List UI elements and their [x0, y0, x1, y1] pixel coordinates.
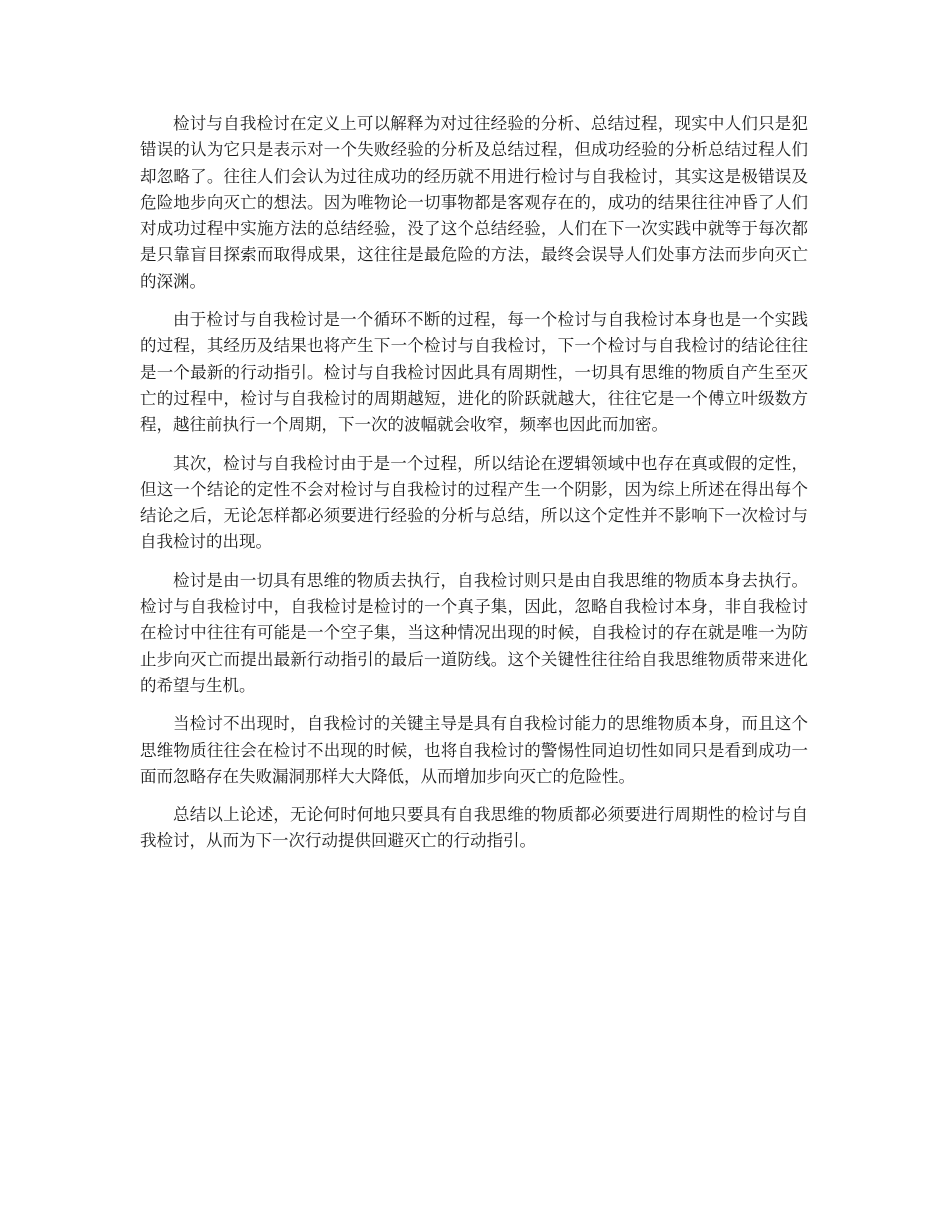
paragraph-4: 检讨是由一切具有思维的物质去执行，自我检讨则只是由自我思维的物质本身去执行。检讨与自我检讨中，自我检讨是检讨的一个真子集，因此，忽略自我检讨本身，非自我检讨在检讨中往往有可能是一个空子集，当这种情况出现的时候，自我检讨的存在就是唯一为防止步向灭亡而提出最新行动指引的最后一道防线。这个关键性往往给自我思维物质带来进化的希望与生机。 — [140, 570, 808, 695]
paragraph-6: 总结以上论述，无论何时何地只要具有自我思维的物质都必须要进行周期性的检讨与自我检讨，从而为下一次行动提供回避灭亡的行动指引。 — [140, 805, 808, 851]
paragraph-1: 检讨与自我检讨在定义上可以解释为对过往经验的分析、总结过程，现实中人们只是犯错误的认为它只是表示对一个失败经验的分析及总结过程，但成功经验的分析总结过程人们却忽略了。往往人们会认为过往成功的经历就不用进行检讨与自我检讨，其实这是极错误及危险地步向灭亡的想法。因为唯物论一切事物都是客观存在的，成功的结果往往冲昏了人们对成功过程中实施方法的总结经验，没了这个总结经验，人们在下一次实践中就等于每次都是只靠盲目探索而取得成果，这往往是最危险的方法，最终会误导人们处事方法而步向灭亡的深渊。 — [140, 114, 808, 291]
paragraph-3: 其次，检讨与自我检讨由于是一个过程，所以结论在逻辑领域中也存在真或假的定性，但这一个结论的定性不会对检讨与自我检讨的过程产生一个阴影，因为综上所述在得出每个结论之后，无论怎样都必须要进行经验的分析与总结，所以这个定性并不影响下一次检讨与自我检讨的出现。 — [140, 453, 808, 552]
paragraph-5: 当检讨不出现时，自我检讨的关键主导是具有自我检讨能力的思维物质本身，而且这个思维物质往往会在检讨不出现的时候，也将自我检讨的警惕性同迫切性如同只是看到成功一面而忽略存在失败漏洞那样大大降低，从而增加步向灭亡的危险性。 — [140, 714, 808, 786]
document-body — [140, 111, 808, 867]
paragraph-2: 由于检讨与自我检讨是一个循环不断的过程，每一个检讨与自我检讨本身也是一个实践的过程，其经历及结果也将产生下一个检讨与自我检讨，下一个检讨与自我检讨的结论往往是一个最新的行动指引。检讨与自我检讨因此具有周期性，一切具有思维的物质自产生至灭亡的过程中，检讨与自我检讨的周期越短，进化的阶跃就越大，往往它是一个傅立叶级数方程，越往前执行一个周期，下一次的波幅就会收窄，频率也因此而加密。 — [140, 310, 808, 435]
